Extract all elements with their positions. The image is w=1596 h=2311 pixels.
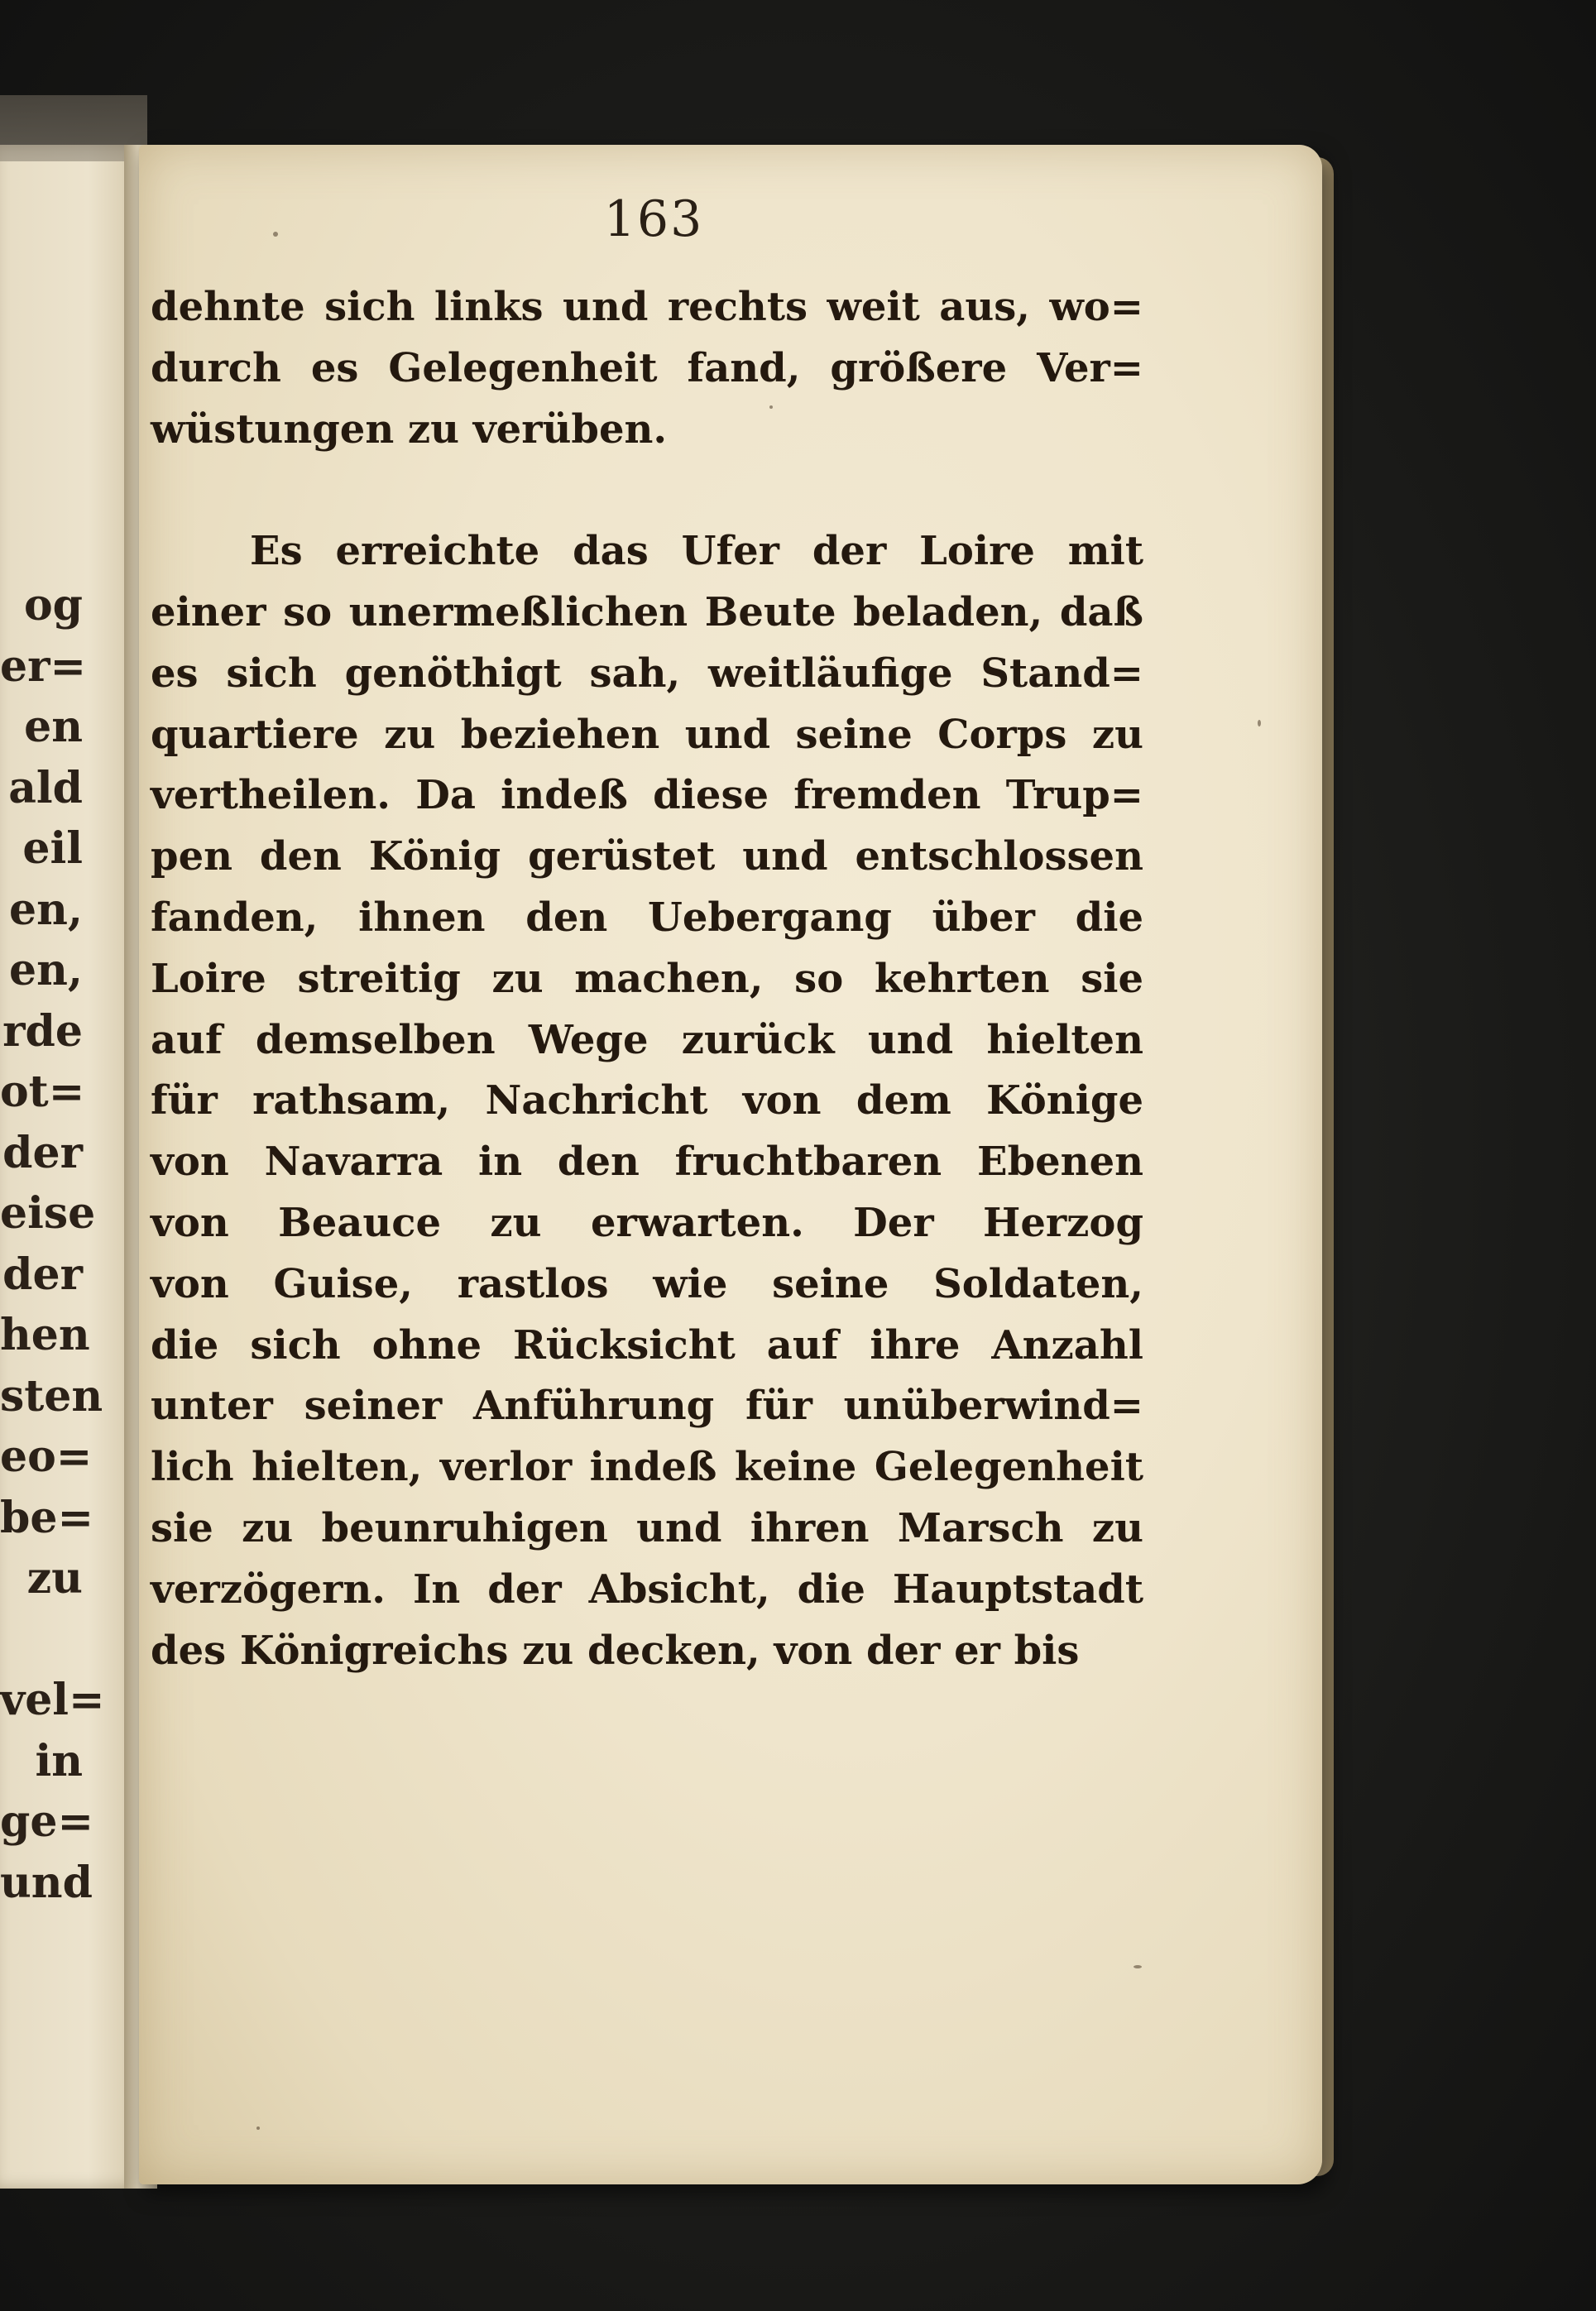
left-page-fragment: og: [23, 580, 83, 630]
left-page-fragment: sten: [0, 1370, 103, 1422]
text-line: von Navarra in den fruchtbaren Ebenen: [151, 1139, 1143, 1186]
left-page-fragment: en,: [9, 884, 83, 935]
paper-speck: [273, 232, 278, 237]
left-page-fragment: be=: [0, 1492, 94, 1543]
text-line: pen den König gerüstet und entschlossen: [151, 833, 1143, 880]
left-page-fragment: en: [24, 702, 83, 752]
page-body-text: [151, 277, 1143, 1681]
paper-speck: [769, 405, 773, 409]
left-page-fragment: in: [35, 1735, 83, 1786]
left-page-fragment: rde: [2, 1005, 83, 1057]
left-page-fragment: eil: [22, 823, 83, 874]
text-line: lich hielten, verlor indeß keine Gelegenheit: [151, 1444, 1143, 1491]
text-line: sie zu beunruhigen und ihren Marsch zu: [151, 1504, 1143, 1551]
left-page-fragment: eise: [0, 1188, 96, 1239]
text-line: unter seiner Anführung für unüberwind=: [151, 1383, 1143, 1430]
left-page-fragment: en,: [9, 945, 83, 995]
text-line: dehnte sich links und rechts weit aus, wo=: [151, 284, 1143, 330]
paper-speck: [1133, 1965, 1142, 1968]
text-line: von Beauce zu erwarten. Der Herzog: [151, 1199, 1143, 1246]
text-line: von Guise, rastlos wie seine Soldaten,: [151, 1260, 1143, 1307]
left-page-fragment: zu: [26, 1553, 83, 1604]
left-page-fragment: der: [2, 1127, 83, 1178]
text-line: auf demselben Wege zurück und hielten: [151, 1016, 1143, 1063]
text-line: es sich genöthigt sah, weitläufige Stand=: [151, 650, 1143, 697]
left-page-fragment: er=: [0, 640, 87, 692]
left-page-fragment: vel=: [0, 1675, 105, 1725]
page-number: 163: [603, 190, 704, 248]
text-line: wüstungen zu verüben.: [151, 405, 668, 453]
text-line: Loire streitig zu machen, so kehrten sie: [151, 955, 1143, 1002]
left-page-fragment: ot=: [0, 1067, 85, 1117]
text-line: Es erreichte das Ufer der Loire mit: [250, 528, 1143, 575]
text-line: vertheilen. Da indeß diese fremden Trup=: [151, 772, 1143, 819]
text-line: verzögern. In der Absicht, die Hauptstadt: [151, 1565, 1143, 1613]
left-page-text-fragments: [0, 575, 105, 1913]
left-page-fragment: hen: [0, 1310, 90, 1360]
left-page-fragment: der: [2, 1249, 83, 1300]
text-line: einer so unermeßlichen Beute beladen, daß: [151, 588, 1143, 635]
text-line: die sich ohne Rücksicht auf ihre Anzahl: [151, 1321, 1143, 1369]
left-page-fragment: und: [0, 1857, 93, 1908]
text-line: des Königreichs zu decken, von der er bis: [151, 1627, 1080, 1674]
paper-speck: [1258, 720, 1261, 726]
left-page-fragment: ald: [8, 762, 83, 813]
paper-speck: [256, 2126, 260, 2130]
text-line: quartiere zu beziehen und seine Corps zu: [151, 711, 1143, 758]
left-page-fragment: ge=: [0, 1796, 94, 1847]
left-page-fragment: [0, 1609, 83, 1671]
text-line: fanden, ihnen den Uebergang über die: [151, 894, 1143, 941]
text-line: durch es Gelegenheit fand, größere Ver=: [151, 344, 1143, 391]
paragraph-gap: [151, 460, 1143, 521]
text-line: für rathsam, Nachricht von dem Könige: [151, 1077, 1143, 1124]
left-page-fragment: eo=: [0, 1431, 93, 1482]
